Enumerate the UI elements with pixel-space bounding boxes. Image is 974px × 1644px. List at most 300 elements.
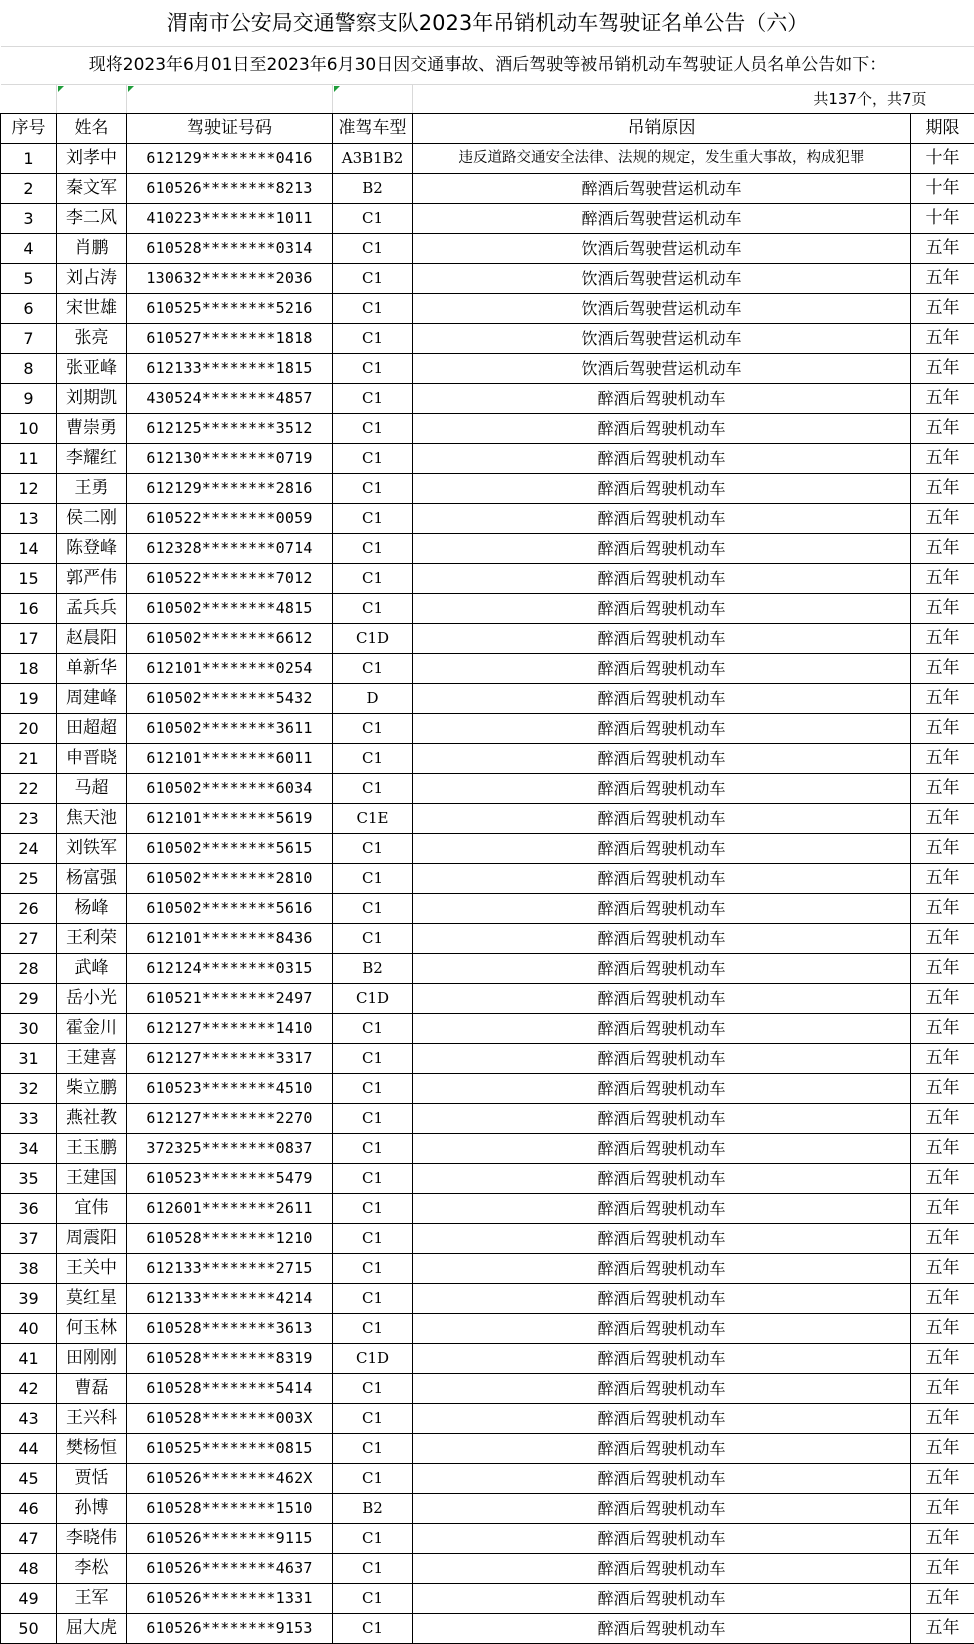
cell-name[interactable]: 郭严伟 — [57, 564, 127, 594]
cell-class[interactable]: C1 — [333, 894, 413, 924]
cell-no[interactable]: 16 — [1, 594, 57, 624]
cell-class[interactable]: C1 — [333, 834, 413, 864]
cell-class[interactable]: C1 — [333, 1614, 413, 1644]
cell-name[interactable]: 马超 — [57, 774, 127, 804]
cell-license[interactable]: 612129********2816 — [127, 474, 333, 504]
cell-period[interactable]: 五年 — [911, 384, 974, 414]
cell-class[interactable]: C1 — [333, 1194, 413, 1224]
cell-name[interactable]: 焦天池 — [57, 804, 127, 834]
cell-license[interactable]: 610502********2810 — [127, 864, 333, 894]
cell-license[interactable]: 612129********0416 — [127, 144, 333, 174]
cell-class[interactable]: C1 — [333, 414, 413, 444]
cell-class[interactable]: C1 — [333, 1074, 413, 1104]
cell-period[interactable]: 五年 — [911, 1014, 974, 1044]
cell-reason[interactable]: 醉酒后驾驶机动车 — [413, 654, 911, 684]
cell-reason[interactable]: 醉酒后驾驶机动车 — [413, 534, 911, 564]
page-title[interactable]: 渭南市公安局交通警察支队2023年吊销机动车驾驶证名单公告（六） — [1, 0, 974, 47]
cell-period[interactable]: 五年 — [911, 1404, 974, 1434]
cell-reason[interactable]: 醉酒后驾驶机动车 — [413, 1014, 911, 1044]
cell-license[interactable]: 610502********5432 — [127, 684, 333, 714]
cell-no[interactable]: 13 — [1, 504, 57, 534]
cell-name[interactable]: 刘铁军 — [57, 834, 127, 864]
cell-reason[interactable]: 醉酒后驾驶机动车 — [413, 1194, 911, 1224]
count-empty-cell[interactable] — [333, 85, 413, 114]
cell-no[interactable]: 17 — [1, 624, 57, 654]
cell-license[interactable]: 130632********2036 — [127, 264, 333, 294]
cell-no[interactable]: 48 — [1, 1554, 57, 1584]
cell-name[interactable]: 田超超 — [57, 714, 127, 744]
cell-period[interactable]: 五年 — [911, 264, 974, 294]
cell-reason[interactable]: 饮酒后驾驶营运机动车 — [413, 234, 911, 264]
cell-license[interactable]: 430524********4857 — [127, 384, 333, 414]
header-reason[interactable]: 吊销原因 — [413, 114, 911, 144]
cell-license[interactable]: 610527********1818 — [127, 324, 333, 354]
cell-no[interactable]: 9 — [1, 384, 57, 414]
cell-name[interactable]: 贾恬 — [57, 1464, 127, 1494]
cell-period[interactable]: 五年 — [911, 1614, 974, 1644]
cell-license[interactable]: 372325********0837 — [127, 1134, 333, 1164]
cell-class[interactable]: C1 — [333, 1224, 413, 1254]
cell-no[interactable]: 46 — [1, 1494, 57, 1524]
cell-reason[interactable]: 醉酒后驾驶机动车 — [413, 1554, 911, 1584]
cell-no[interactable]: 4 — [1, 234, 57, 264]
cell-class[interactable]: C1D — [333, 624, 413, 654]
cell-class[interactable]: C1 — [333, 294, 413, 324]
cell-period[interactable]: 五年 — [911, 1074, 974, 1104]
cell-license[interactable]: 410223********1011 — [127, 204, 333, 234]
cell-period[interactable]: 五年 — [911, 714, 974, 744]
cell-period[interactable]: 五年 — [911, 834, 974, 864]
cell-no[interactable]: 30 — [1, 1014, 57, 1044]
cell-reason[interactable]: 醉酒后驾驶机动车 — [413, 804, 911, 834]
cell-license[interactable]: 612127********2270 — [127, 1104, 333, 1134]
cell-no[interactable]: 2 — [1, 174, 57, 204]
cell-reason[interactable]: 违反道路交通安全法律、法规的规定，发生重大事故，构成犯罪 — [413, 144, 911, 174]
cell-license[interactable]: 612130********0719 — [127, 444, 333, 474]
cell-license[interactable]: 612124********0315 — [127, 954, 333, 984]
cell-no[interactable]: 8 — [1, 354, 57, 384]
cell-no[interactable]: 11 — [1, 444, 57, 474]
cell-no[interactable]: 24 — [1, 834, 57, 864]
cell-period[interactable]: 五年 — [911, 1554, 974, 1584]
header-name[interactable]: 姓名 — [57, 114, 127, 144]
cell-class[interactable]: C1 — [333, 564, 413, 594]
cell-class[interactable]: B2 — [333, 174, 413, 204]
cell-class[interactable]: C1 — [333, 1554, 413, 1584]
cell-class[interactable]: C1 — [333, 714, 413, 744]
cell-no[interactable]: 41 — [1, 1344, 57, 1374]
cell-reason[interactable]: 醉酒后驾驶机动车 — [413, 1464, 911, 1494]
cell-no[interactable]: 39 — [1, 1284, 57, 1314]
cell-period[interactable]: 五年 — [911, 534, 974, 564]
cell-license[interactable]: 610528********0314 — [127, 234, 333, 264]
cell-no[interactable]: 6 — [1, 294, 57, 324]
cell-reason[interactable]: 醉酒后驾驶机动车 — [413, 1344, 911, 1374]
cell-reason[interactable]: 醉酒后驾驶机动车 — [413, 1374, 911, 1404]
cell-reason[interactable]: 醉酒后驾驶机动车 — [413, 1404, 911, 1434]
cell-name[interactable]: 侯二刚 — [57, 504, 127, 534]
cell-reason[interactable]: 醉酒后驾驶机动车 — [413, 1134, 911, 1164]
cell-name[interactable]: 周建峰 — [57, 684, 127, 714]
cell-no[interactable]: 1 — [1, 144, 57, 174]
cell-no[interactable]: 27 — [1, 924, 57, 954]
cell-reason[interactable]: 醉酒后驾驶机动车 — [413, 894, 911, 924]
cell-no[interactable]: 25 — [1, 864, 57, 894]
cell-period[interactable]: 五年 — [911, 474, 974, 504]
cell-reason[interactable]: 醉酒后驾驶机动车 — [413, 474, 911, 504]
cell-reason[interactable]: 醉酒后驾驶机动车 — [413, 1284, 911, 1314]
intro-text[interactable]: 现将2023年6月01日至2023年6月30日因交通事故、酒后驾驶等被吊销机动车驾驶证人员名单公告如下： — [1, 47, 974, 85]
header-no[interactable]: 序号 — [1, 114, 57, 144]
cell-period[interactable]: 五年 — [911, 1284, 974, 1314]
cell-license[interactable]: 612133********2715 — [127, 1254, 333, 1284]
cell-reason[interactable]: 醉酒后驾驶机动车 — [413, 834, 911, 864]
cell-reason[interactable]: 醉酒后驾驶机动车 — [413, 384, 911, 414]
cell-no[interactable]: 36 — [1, 1194, 57, 1224]
cell-no[interactable]: 44 — [1, 1434, 57, 1464]
cell-name[interactable]: 柴立鹏 — [57, 1074, 127, 1104]
cell-reason[interactable]: 醉酒后驾驶机动车 — [413, 984, 911, 1014]
cell-license[interactable]: 610502********4815 — [127, 594, 333, 624]
cell-license[interactable]: 610528********003X — [127, 1404, 333, 1434]
cell-no[interactable]: 37 — [1, 1224, 57, 1254]
cell-reason[interactable]: 醉酒后驾驶机动车 — [413, 774, 911, 804]
cell-period[interactable]: 五年 — [911, 354, 974, 384]
cell-period[interactable]: 五年 — [911, 414, 974, 444]
cell-no[interactable]: 38 — [1, 1254, 57, 1284]
cell-license[interactable]: 612133********4214 — [127, 1284, 333, 1314]
cell-no[interactable]: 19 — [1, 684, 57, 714]
cell-reason[interactable]: 醉酒后驾驶机动车 — [413, 1224, 911, 1254]
cell-reason[interactable]: 醉酒后驾驶机动车 — [413, 1314, 911, 1344]
cell-name[interactable]: 刘期凯 — [57, 384, 127, 414]
cell-no[interactable]: 12 — [1, 474, 57, 504]
cell-class[interactable]: C1 — [333, 1404, 413, 1434]
cell-class[interactable]: C1D — [333, 1344, 413, 1374]
cell-license[interactable]: 610528********3613 — [127, 1314, 333, 1344]
cell-name[interactable]: 赵晨阳 — [57, 624, 127, 654]
cell-class[interactable]: B2 — [333, 954, 413, 984]
cell-reason[interactable]: 醉酒后驾驶机动车 — [413, 864, 911, 894]
cell-name[interactable]: 王兴科 — [57, 1404, 127, 1434]
cell-license[interactable]: 612127********1410 — [127, 1014, 333, 1044]
cell-period[interactable]: 五年 — [911, 1494, 974, 1524]
cell-class[interactable]: C1 — [333, 534, 413, 564]
cell-no[interactable]: 3 — [1, 204, 57, 234]
cell-name[interactable]: 陈登峰 — [57, 534, 127, 564]
cell-period[interactable]: 五年 — [911, 504, 974, 534]
cell-no[interactable]: 23 — [1, 804, 57, 834]
cell-class[interactable]: C1 — [333, 924, 413, 954]
cell-period[interactable]: 五年 — [911, 1464, 974, 1494]
cell-name[interactable]: 武峰 — [57, 954, 127, 984]
cell-name[interactable]: 霍金川 — [57, 1014, 127, 1044]
cell-class[interactable]: C1 — [333, 1584, 413, 1614]
cell-period[interactable]: 五年 — [911, 1524, 974, 1554]
cell-name[interactable]: 王军 — [57, 1584, 127, 1614]
cell-class[interactable]: D — [333, 684, 413, 714]
cell-no[interactable]: 29 — [1, 984, 57, 1014]
cell-no[interactable]: 45 — [1, 1464, 57, 1494]
cell-reason[interactable]: 饮酒后驾驶营运机动车 — [413, 354, 911, 384]
cell-license[interactable]: 612133********1815 — [127, 354, 333, 384]
cell-name[interactable]: 张亚峰 — [57, 354, 127, 384]
cell-no[interactable]: 18 — [1, 654, 57, 684]
record-count[interactable]: 共137个，共7页 — [413, 85, 974, 114]
cell-class[interactable]: C1D — [333, 984, 413, 1014]
cell-name[interactable]: 曹磊 — [57, 1374, 127, 1404]
cell-period[interactable]: 五年 — [911, 744, 974, 774]
cell-reason[interactable]: 饮酒后驾驶营运机动车 — [413, 264, 911, 294]
cell-no[interactable]: 43 — [1, 1404, 57, 1434]
cell-period[interactable]: 五年 — [911, 1434, 974, 1464]
cell-reason[interactable]: 饮酒后驾驶营运机动车 — [413, 324, 911, 354]
cell-name[interactable]: 宋世雄 — [57, 294, 127, 324]
cell-reason[interactable]: 醉酒后驾驶机动车 — [413, 1434, 911, 1464]
cell-class[interactable]: C1 — [333, 1104, 413, 1134]
cell-no[interactable]: 15 — [1, 564, 57, 594]
cell-name[interactable]: 李耀红 — [57, 444, 127, 474]
cell-period[interactable]: 五年 — [911, 1314, 974, 1344]
cell-period[interactable]: 五年 — [911, 774, 974, 804]
cell-no[interactable]: 20 — [1, 714, 57, 744]
cell-reason[interactable]: 醉酒后驾驶机动车 — [413, 564, 911, 594]
cell-period[interactable]: 五年 — [911, 444, 974, 474]
cell-no[interactable]: 40 — [1, 1314, 57, 1344]
cell-license[interactable]: 612101********6011 — [127, 744, 333, 774]
cell-reason[interactable]: 醉酒后驾驶机动车 — [413, 1494, 911, 1524]
cell-reason[interactable]: 醉酒后驾驶机动车 — [413, 714, 911, 744]
cell-name[interactable]: 李晓伟 — [57, 1524, 127, 1554]
cell-no[interactable]: 35 — [1, 1164, 57, 1194]
cell-period[interactable]: 五年 — [911, 804, 974, 834]
cell-name[interactable]: 曹崇勇 — [57, 414, 127, 444]
cell-reason[interactable]: 醉酒后驾驶机动车 — [413, 504, 911, 534]
cell-license[interactable]: 610521********2497 — [127, 984, 333, 1014]
cell-license[interactable]: 610526********1331 — [127, 1584, 333, 1614]
cell-class[interactable]: A3B1B2 — [333, 144, 413, 174]
cell-period[interactable]: 五年 — [911, 924, 974, 954]
cell-license[interactable]: 612101********0254 — [127, 654, 333, 684]
cell-name[interactable]: 岳小光 — [57, 984, 127, 1014]
cell-license[interactable]: 610502********3611 — [127, 714, 333, 744]
cell-reason[interactable]: 醉酒后驾驶营运机动车 — [413, 174, 911, 204]
cell-no[interactable]: 34 — [1, 1134, 57, 1164]
cell-reason[interactable]: 醉酒后驾驶机动车 — [413, 624, 911, 654]
cell-period[interactable]: 十年 — [911, 174, 974, 204]
cell-class[interactable]: C1 — [333, 864, 413, 894]
cell-no[interactable]: 10 — [1, 414, 57, 444]
cell-license[interactable]: 610502********5615 — [127, 834, 333, 864]
cell-license[interactable]: 610526********9115 — [127, 1524, 333, 1554]
cell-name[interactable]: 王关中 — [57, 1254, 127, 1284]
count-empty-cell[interactable] — [1, 85, 57, 114]
cell-name[interactable]: 秦文军 — [57, 174, 127, 204]
cell-license[interactable]: 610528********8319 — [127, 1344, 333, 1374]
cell-period[interactable]: 五年 — [911, 294, 974, 324]
cell-reason[interactable]: 醉酒后驾驶机动车 — [413, 1044, 911, 1074]
cell-license[interactable]: 610525********0815 — [127, 1434, 333, 1464]
cell-license[interactable]: 612328********0714 — [127, 534, 333, 564]
cell-reason[interactable]: 醉酒后驾驶机动车 — [413, 954, 911, 984]
cell-license[interactable]: 610502********6034 — [127, 774, 333, 804]
cell-license[interactable]: 610525********5216 — [127, 294, 333, 324]
cell-no[interactable]: 50 — [1, 1614, 57, 1644]
header-license[interactable]: 驾驶证号码 — [127, 114, 333, 144]
cell-class[interactable]: C1 — [333, 324, 413, 354]
cell-class[interactable]: C1 — [333, 444, 413, 474]
cell-class[interactable]: C1 — [333, 1434, 413, 1464]
cell-class[interactable]: C1 — [333, 1014, 413, 1044]
cell-license[interactable]: 612127********3317 — [127, 1044, 333, 1074]
cell-no[interactable]: 47 — [1, 1524, 57, 1554]
cell-name[interactable]: 单新华 — [57, 654, 127, 684]
cell-period[interactable]: 五年 — [911, 684, 974, 714]
cell-class[interactable]: C1 — [333, 1044, 413, 1074]
cell-class[interactable]: C1 — [333, 384, 413, 414]
cell-name[interactable]: 莫红星 — [57, 1284, 127, 1314]
cell-class[interactable]: C1 — [333, 1524, 413, 1554]
cell-no[interactable]: 28 — [1, 954, 57, 984]
cell-class[interactable]: C1 — [333, 774, 413, 804]
cell-period[interactable]: 十年 — [911, 144, 974, 174]
cell-license[interactable]: 610526********8213 — [127, 174, 333, 204]
cell-license[interactable]: 612601********2611 — [127, 1194, 333, 1224]
cell-reason[interactable]: 醉酒后驾驶机动车 — [413, 594, 911, 624]
cell-name[interactable]: 刘占涛 — [57, 264, 127, 294]
cell-no[interactable]: 7 — [1, 324, 57, 354]
cell-reason[interactable]: 醉酒后驾驶机动车 — [413, 444, 911, 474]
cell-period[interactable]: 五年 — [911, 894, 974, 924]
cell-period[interactable]: 五年 — [911, 234, 974, 264]
cell-period[interactable]: 五年 — [911, 864, 974, 894]
cell-no[interactable]: 49 — [1, 1584, 57, 1614]
cell-name[interactable]: 周震阳 — [57, 1224, 127, 1254]
cell-class[interactable]: C1 — [333, 264, 413, 294]
cell-reason[interactable]: 醉酒后驾驶机动车 — [413, 1584, 911, 1614]
cell-reason[interactable]: 醉酒后驾驶机动车 — [413, 744, 911, 774]
cell-class[interactable]: C1 — [333, 1314, 413, 1344]
cell-class[interactable]: C1 — [333, 1284, 413, 1314]
cell-name[interactable]: 王建国 — [57, 1164, 127, 1194]
cell-class[interactable]: C1 — [333, 744, 413, 774]
cell-license[interactable]: 610502********5616 — [127, 894, 333, 924]
cell-name[interactable]: 刘孝中 — [57, 144, 127, 174]
cell-no[interactable]: 32 — [1, 1074, 57, 1104]
cell-name[interactable]: 张亮 — [57, 324, 127, 354]
cell-license[interactable]: 610528********1510 — [127, 1494, 333, 1524]
cell-period[interactable]: 五年 — [911, 1134, 974, 1164]
cell-name[interactable]: 李二风 — [57, 204, 127, 234]
cell-name[interactable]: 屈大虎 — [57, 1614, 127, 1644]
cell-class[interactable]: C1 — [333, 474, 413, 504]
cell-license[interactable]: 610502********6612 — [127, 624, 333, 654]
cell-class[interactable]: C1 — [333, 594, 413, 624]
cell-period[interactable]: 五年 — [911, 654, 974, 684]
cell-name[interactable]: 王利荣 — [57, 924, 127, 954]
cell-name[interactable]: 孟兵兵 — [57, 594, 127, 624]
cell-license[interactable]: 612101********8436 — [127, 924, 333, 954]
cell-no[interactable]: 22 — [1, 774, 57, 804]
cell-class[interactable]: C1 — [333, 654, 413, 684]
cell-period[interactable]: 五年 — [911, 1194, 974, 1224]
cell-period[interactable]: 五年 — [911, 594, 974, 624]
cell-name[interactable]: 王勇 — [57, 474, 127, 504]
cell-reason[interactable]: 醉酒后驾驶机动车 — [413, 1254, 911, 1284]
cell-name[interactable]: 杨峰 — [57, 894, 127, 924]
cell-period[interactable]: 五年 — [911, 1344, 974, 1374]
cell-class[interactable]: C1 — [333, 1134, 413, 1164]
cell-no[interactable]: 21 — [1, 744, 57, 774]
cell-period[interactable]: 五年 — [911, 954, 974, 984]
cell-class[interactable]: C1E — [333, 804, 413, 834]
cell-class[interactable]: C1 — [333, 1164, 413, 1194]
cell-period[interactable]: 五年 — [911, 564, 974, 594]
cell-license[interactable]: 610526********4637 — [127, 1554, 333, 1584]
cell-reason[interactable]: 醉酒后驾驶机动车 — [413, 1614, 911, 1644]
cell-no[interactable]: 26 — [1, 894, 57, 924]
cell-period[interactable]: 五年 — [911, 984, 974, 1014]
cell-name[interactable]: 申晋晓 — [57, 744, 127, 774]
count-empty-cell[interactable] — [127, 85, 333, 114]
header-period[interactable]: 期限 — [911, 114, 974, 144]
cell-period[interactable]: 五年 — [911, 624, 974, 654]
cell-name[interactable]: 杨富强 — [57, 864, 127, 894]
cell-license[interactable]: 610528********5414 — [127, 1374, 333, 1404]
cell-reason[interactable]: 醉酒后驾驶机动车 — [413, 1524, 911, 1554]
cell-license[interactable]: 610522********0059 — [127, 504, 333, 534]
cell-reason[interactable]: 醉酒后驾驶机动车 — [413, 1074, 911, 1104]
cell-period[interactable]: 五年 — [911, 324, 974, 354]
cell-class[interactable]: C1 — [333, 234, 413, 264]
cell-name[interactable]: 燕社教 — [57, 1104, 127, 1134]
cell-no[interactable]: 14 — [1, 534, 57, 564]
cell-class[interactable]: C1 — [333, 204, 413, 234]
cell-reason[interactable]: 饮酒后驾驶营运机动车 — [413, 294, 911, 324]
cell-no[interactable]: 42 — [1, 1374, 57, 1404]
cell-name[interactable]: 肖鹏 — [57, 234, 127, 264]
cell-license[interactable]: 610526********9153 — [127, 1614, 333, 1644]
cell-reason[interactable]: 醉酒后驾驶营运机动车 — [413, 204, 911, 234]
cell-period[interactable]: 五年 — [911, 1584, 974, 1614]
cell-class[interactable]: C1 — [333, 1254, 413, 1284]
count-empty-cell[interactable] — [57, 85, 127, 114]
cell-name[interactable]: 宜伟 — [57, 1194, 127, 1224]
cell-license[interactable]: 610523********5479 — [127, 1164, 333, 1194]
cell-reason[interactable]: 醉酒后驾驶机动车 — [413, 1164, 911, 1194]
cell-name[interactable]: 何玉林 — [57, 1314, 127, 1344]
cell-name[interactable]: 王玉鹏 — [57, 1134, 127, 1164]
cell-name[interactable]: 樊杨恒 — [57, 1434, 127, 1464]
cell-reason[interactable]: 醉酒后驾驶机动车 — [413, 924, 911, 954]
cell-class[interactable]: B2 — [333, 1494, 413, 1524]
header-class[interactable]: 准驾车型 — [333, 114, 413, 144]
cell-no[interactable]: 31 — [1, 1044, 57, 1074]
cell-no[interactable]: 33 — [1, 1104, 57, 1134]
cell-license[interactable]: 610528********1210 — [127, 1224, 333, 1254]
cell-period[interactable]: 十年 — [911, 204, 974, 234]
cell-class[interactable]: C1 — [333, 504, 413, 534]
cell-reason[interactable]: 醉酒后驾驶机动车 — [413, 1104, 911, 1134]
cell-license[interactable]: 610526********462X — [127, 1464, 333, 1494]
cell-name[interactable]: 李松 — [57, 1554, 127, 1584]
cell-period[interactable]: 五年 — [911, 1224, 974, 1254]
cell-period[interactable]: 五年 — [911, 1044, 974, 1074]
cell-reason[interactable]: 醉酒后驾驶机动车 — [413, 414, 911, 444]
cell-name[interactable]: 田刚刚 — [57, 1344, 127, 1374]
cell-period[interactable]: 五年 — [911, 1104, 974, 1134]
cell-name[interactable]: 孙博 — [57, 1494, 127, 1524]
